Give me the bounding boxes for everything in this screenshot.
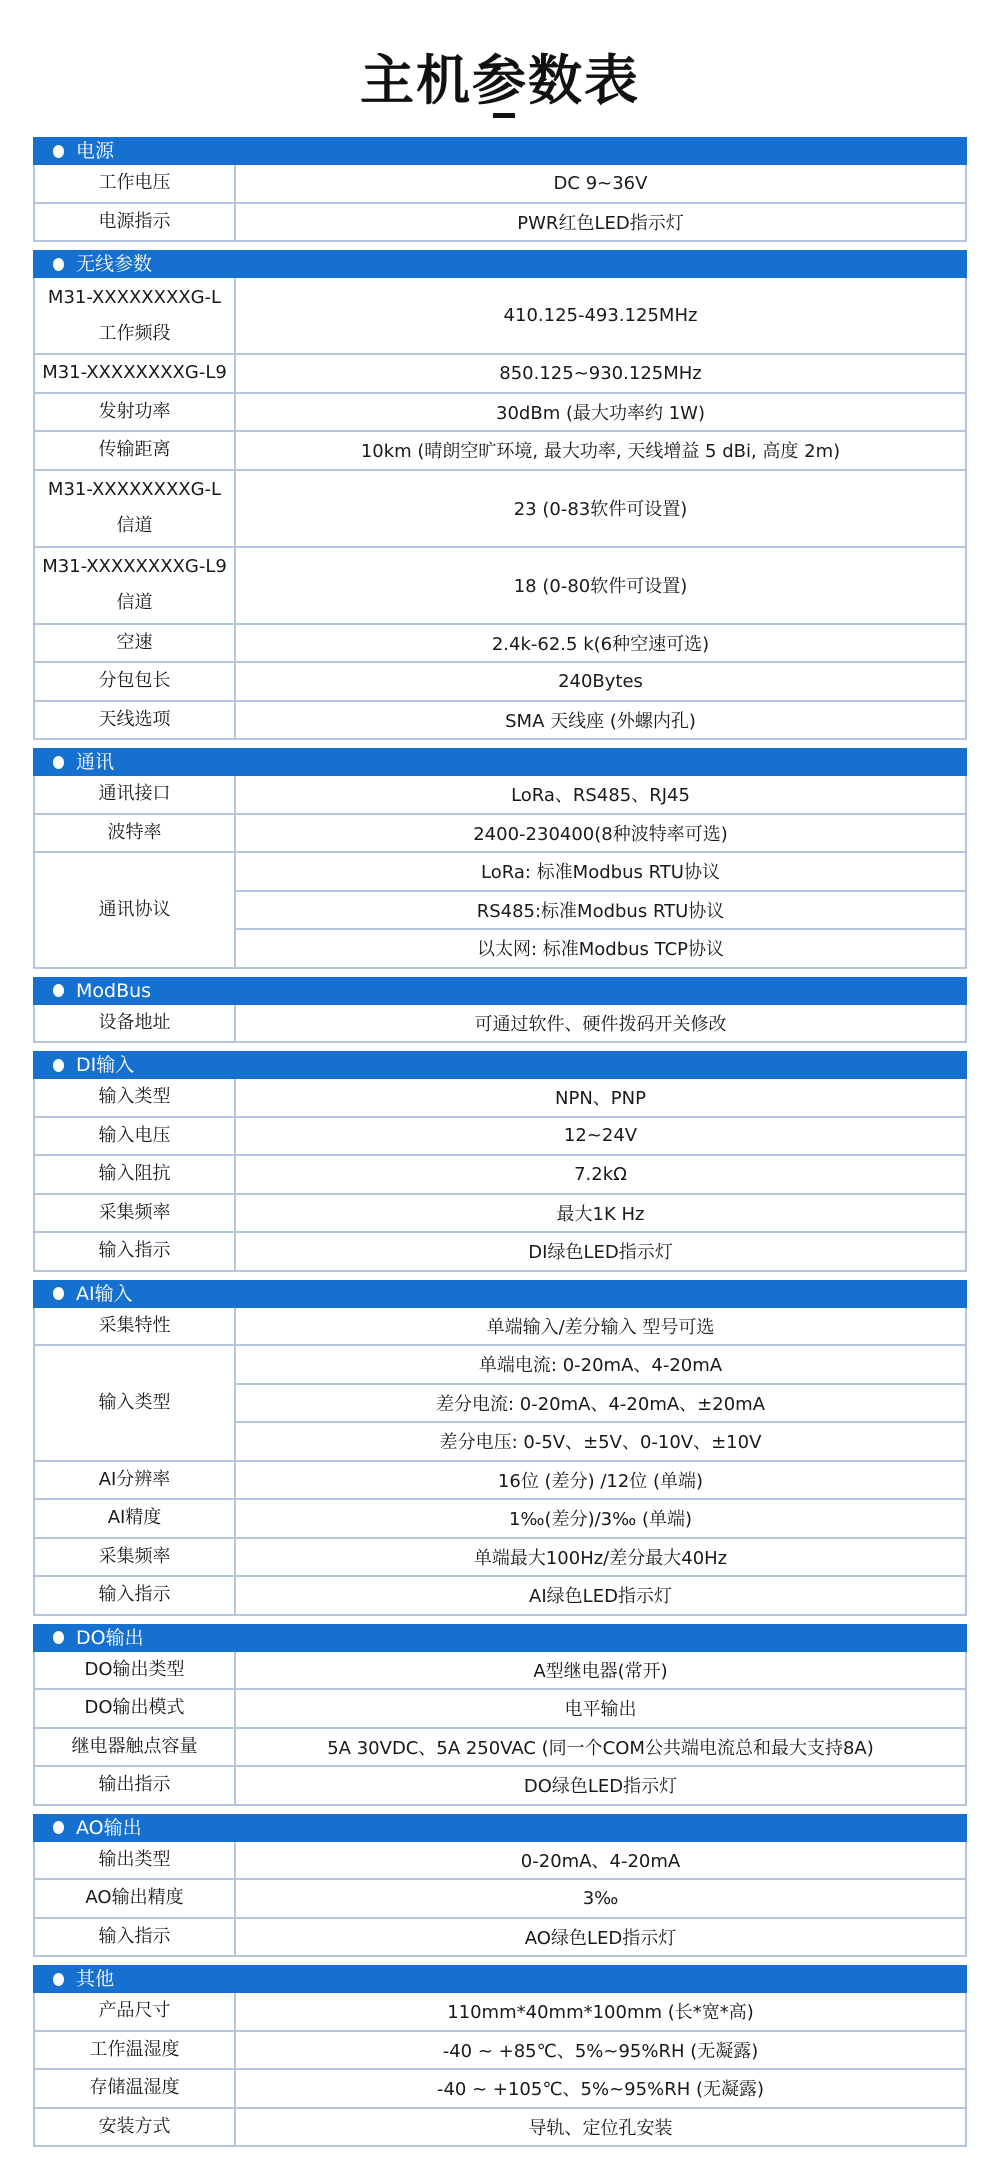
row-values [236,2070,965,2107]
section-header [33,1051,967,1079]
row-values [236,471,965,546]
row-value: LoRa: 标准Modbus RTU协议 [481,862,720,884]
table-row [35,353,965,392]
row-label [35,2109,236,2146]
row-label [35,1919,236,1956]
section-title: 其他 [76,1968,115,1990]
row-label [35,1690,236,1727]
label-line: 输入指示 [98,1925,171,1947]
spec-section [33,1814,967,1958]
row-values [236,432,965,469]
label-line: 通讯接口 [98,783,171,805]
row-values [236,394,965,431]
table-row [35,1842,965,1879]
label-line: 分包包长 [98,670,171,692]
table-row [35,1460,965,1499]
table-row [35,1765,965,1804]
row-value: 单端最大100Hz/差分最大40Hz [473,1547,728,1569]
row-values [236,1195,965,1232]
spec-section [33,1624,967,1806]
label-line: 采集频率 [98,1201,171,1223]
label-line: 波特率 [107,821,162,843]
row-values [236,1346,965,1460]
table-row [35,1498,965,1537]
row-values [236,1652,965,1689]
row-value: AO绿色LED指示灯 [524,1927,677,1949]
row-values [236,815,965,852]
bullet-icon [53,1287,64,1300]
label-line: 发射功率 [98,400,171,422]
row-value: 2400-230400(8种波特率可选) [473,823,728,845]
row-values [236,548,965,623]
row-label [35,1500,236,1537]
row-value: DO绿色LED指示灯 [523,1776,678,1798]
row-value: SMA 天线座 (外螺内孔) [505,710,696,732]
page-title: 主机参数表 [360,49,640,112]
row-values [236,2109,965,2146]
row-label [35,663,236,700]
label-line: 通讯协议 [98,898,171,920]
row-value: -40 ~ +105℃、5%~95%RH (无凝露) [436,2079,765,2101]
spec-section [33,137,967,242]
row-label [35,394,236,431]
table-row [35,2068,965,2107]
table-row [35,546,965,623]
row-values [236,1880,965,1917]
row-label [35,1539,236,1576]
spec-section [33,1965,967,2147]
label-line: M31-XXXXXXXXG-L [47,479,222,500]
section-title: 通讯 [76,751,115,773]
row-values [236,165,965,202]
table-row [35,776,965,813]
row-label [35,1118,236,1155]
label-line: 输入指示 [98,1584,171,1606]
table-row [35,165,965,202]
table-row [35,1917,965,1956]
table-row [35,1575,965,1614]
table-row [35,392,965,431]
table-row [35,1193,965,1232]
row-value: 110mm*40mm*100mm (长*宽*高) [447,2002,754,2024]
row-label [35,702,236,739]
label-line: 继电器触点容量 [71,1735,198,1757]
table-row [35,1688,965,1727]
section-title: 无线参数 [76,253,153,275]
bullet-icon [53,756,64,769]
table-row [35,469,965,546]
label-line: 设备地址 [98,1011,171,1033]
row-values [236,2032,965,2069]
section-header [33,1280,967,1308]
label-line: 输出类型 [98,1848,171,1870]
table-row [35,700,965,739]
row-values [236,776,965,813]
table-row [35,1993,965,2030]
row-value: DI绿色LED指示灯 [528,1242,673,1264]
row-label [35,776,236,813]
row-label [35,2032,236,2069]
row-label [35,625,236,662]
row-values [236,663,965,700]
row-value: 差分电压: 0-5V、±5V、0-10V、±10V [236,1421,965,1460]
label-line: 采集特性 [98,1314,171,1336]
label-line: 输入电压 [98,1124,171,1146]
table-row [35,851,965,967]
table-row [35,623,965,662]
row-value: 差分电流: 0-20mA、4-20mA、±20mA [236,1383,965,1422]
label-line: 电源指示 [98,210,171,232]
row-value: 导轨、定位孔安装 [528,2117,673,2139]
section-header [33,250,967,278]
row-label [35,1233,236,1270]
section-title: AI输入 [76,1282,133,1305]
title-divider [493,113,515,118]
label-line: AO输出精度 [85,1887,184,1909]
row-values [236,1156,965,1193]
row-value: 电平输出 [564,1699,637,1721]
label-line: 安装方式 [98,2115,171,2137]
label-line: 产品尺寸 [98,2000,171,2022]
row-label [35,1993,236,2030]
table-row [35,1878,965,1917]
table-row [35,1231,965,1270]
row-value: RS485:标准Modbus RTU协议 [236,890,965,929]
row-label [35,1652,236,1689]
row-label [35,355,236,392]
table-row [35,1652,965,1689]
row-value: 10km (晴朗空旷环境, 最大功率, 天线增益 5 dBi, 高度 2m) [360,441,841,463]
row-values [236,355,965,392]
row-label [35,1005,236,1042]
row-label [35,1156,236,1193]
section-title: DI输入 [76,1054,135,1076]
table-row [35,1005,965,1042]
label-line: 工作温湿度 [89,2038,180,2060]
row-value: 最大1K Hz [556,1203,645,1225]
table-row [35,1154,965,1193]
row-label [35,165,236,202]
row-values [236,1993,965,2030]
label-line: AI精度 [107,1507,162,1529]
label-line: 工作电压 [98,172,171,194]
label-line: 天线选项 [98,708,171,730]
table-row [35,661,965,700]
row-value: 1‰(差分)/3‰ (单端) [508,1509,693,1531]
row-label [35,1462,236,1499]
row-label [35,1842,236,1879]
row-values [236,1233,965,1270]
section-header [33,748,967,776]
row-value: 5A 30VDC、5A 250VAC (同一个COM公共端电流总和最大支持8A) [327,1737,874,1759]
row-values [236,1005,965,1042]
label-line: 存储温湿度 [89,2077,180,2099]
label-line: 输出指示 [98,1774,171,1796]
label-line: AI分辨率 [98,1468,171,1490]
row-value: 单端输入/差分输入 型号可选 [486,1316,715,1338]
row-value: PWR红色LED指示灯 [517,212,684,234]
label-line: 传输距离 [98,439,171,461]
section-header [33,137,967,165]
row-value: 12~24V [563,1125,638,1147]
row-value: 30dBm (最大功率约 1W) [496,402,705,424]
row-values [236,1690,965,1727]
bullet-icon [53,984,64,997]
row-value: DC 9~36V [553,172,648,194]
row-values [236,853,965,967]
spec-table [33,137,967,2155]
row-values [236,204,965,241]
row-value: 410.125-493.125MHz [503,305,698,326]
row-label [35,1577,236,1614]
bullet-icon [53,1821,64,1834]
table-row [35,1727,965,1766]
row-values [236,1767,965,1804]
row-values [236,625,965,662]
row-values [236,278,965,353]
section-title: DO输出 [76,1626,144,1649]
row-value: LoRa、RS485、RJ45 [511,785,690,807]
bullet-icon [53,1631,64,1644]
label-line: 输入类型 [98,1086,171,1108]
row-label [35,853,236,967]
label-line: M31-XXXXXXXXG-L [47,286,222,308]
section-header [33,977,967,1005]
row-values [236,1462,965,1499]
bullet-icon [53,258,64,271]
spec-section [33,977,967,1044]
table-row [35,430,965,469]
row-value: 3‰ [582,1887,619,1909]
row-value: AI绿色LED指示灯 [529,1586,672,1608]
table-row [35,1308,965,1345]
row-values [236,1118,965,1155]
row-label [35,204,236,241]
row-value: A型继电器(常开) [533,1660,668,1682]
table-row [35,202,965,241]
row-values [236,1308,965,1345]
row-label [35,1346,236,1460]
row-value: 240Bytes [558,670,643,692]
row-value: 可通过软件、硬件拨码开关修改 [474,1013,727,1035]
section-title: 电源 [76,140,115,162]
row-value: 2.4k-62.5 k(6种空速可选) [491,633,710,655]
row-label [35,1767,236,1804]
spec-section [33,250,967,740]
table-row [35,1537,965,1576]
label-line: 输入指示 [98,1240,171,1262]
row-value: 23 (0-83软件可设置) [513,499,688,520]
row-values [236,1729,965,1766]
row-label [35,1729,236,1766]
row-value: 7.2kΩ [574,1163,627,1185]
row-label [35,2070,236,2107]
row-values [236,1842,965,1879]
row-value: 0-20mA、4-20mA [520,1850,681,1872]
label-line: DO输出模式 [84,1697,185,1719]
row-label [35,815,236,852]
label-line: 信道 [116,592,153,613]
spec-section [33,1280,967,1616]
label-line: 空速 [116,631,153,653]
row-value: 850.125~930.125MHz [499,362,702,384]
table-row [35,1079,965,1116]
row-values [236,1919,965,1956]
section-header [33,1624,967,1652]
row-values [236,1539,965,1576]
row-label [35,471,236,546]
bullet-icon [53,1059,64,1072]
label-line: 信道 [116,515,153,536]
row-values [236,1500,965,1537]
row-label [35,432,236,469]
row-value: 18 (0-80软件可设置) [513,576,688,597]
spec-section [33,748,967,969]
row-label [35,278,236,353]
row-values [236,1577,965,1614]
bullet-icon [53,1973,64,1986]
row-value: 单端电流: 0-20mA、4-20mA [478,1355,723,1377]
section-title: AO输出 [76,1816,142,1839]
row-label [35,1195,236,1232]
table-row [35,1116,965,1155]
row-value: 16位 (差分) /12位 (单端) [497,1470,704,1492]
table-row [35,2030,965,2069]
section-header [33,1965,967,1993]
label-line: 工作频段 [98,322,171,344]
label-line: DO输出类型 [84,1658,185,1680]
bullet-icon [53,145,64,158]
row-label [35,1880,236,1917]
label-line: 采集频率 [98,1545,171,1567]
row-value: NPN、PNP [555,1088,646,1110]
label-line: 输入类型 [98,1391,171,1413]
row-label [35,548,236,623]
label-line: M31-XXXXXXXXG-L9 [42,362,227,384]
section-title: ModBus [76,979,152,1002]
row-values [236,1079,965,1116]
label-line: M31-XXXXXXXXG-L9 [42,556,227,577]
table-row [35,1344,965,1460]
spec-section [33,1051,967,1272]
table-row [35,813,965,852]
row-label [35,1308,236,1345]
table-row [35,278,965,353]
label-line: 输入阻抗 [98,1163,171,1185]
table-row [35,2107,965,2146]
row-values [236,702,965,739]
row-label [35,1079,236,1116]
section-header [33,1814,967,1842]
row-value: 以太网: 标准Modbus TCP协议 [236,928,965,967]
row-value: -40 ~ +85℃、5%~95%RH (无凝露) [442,2040,759,2062]
